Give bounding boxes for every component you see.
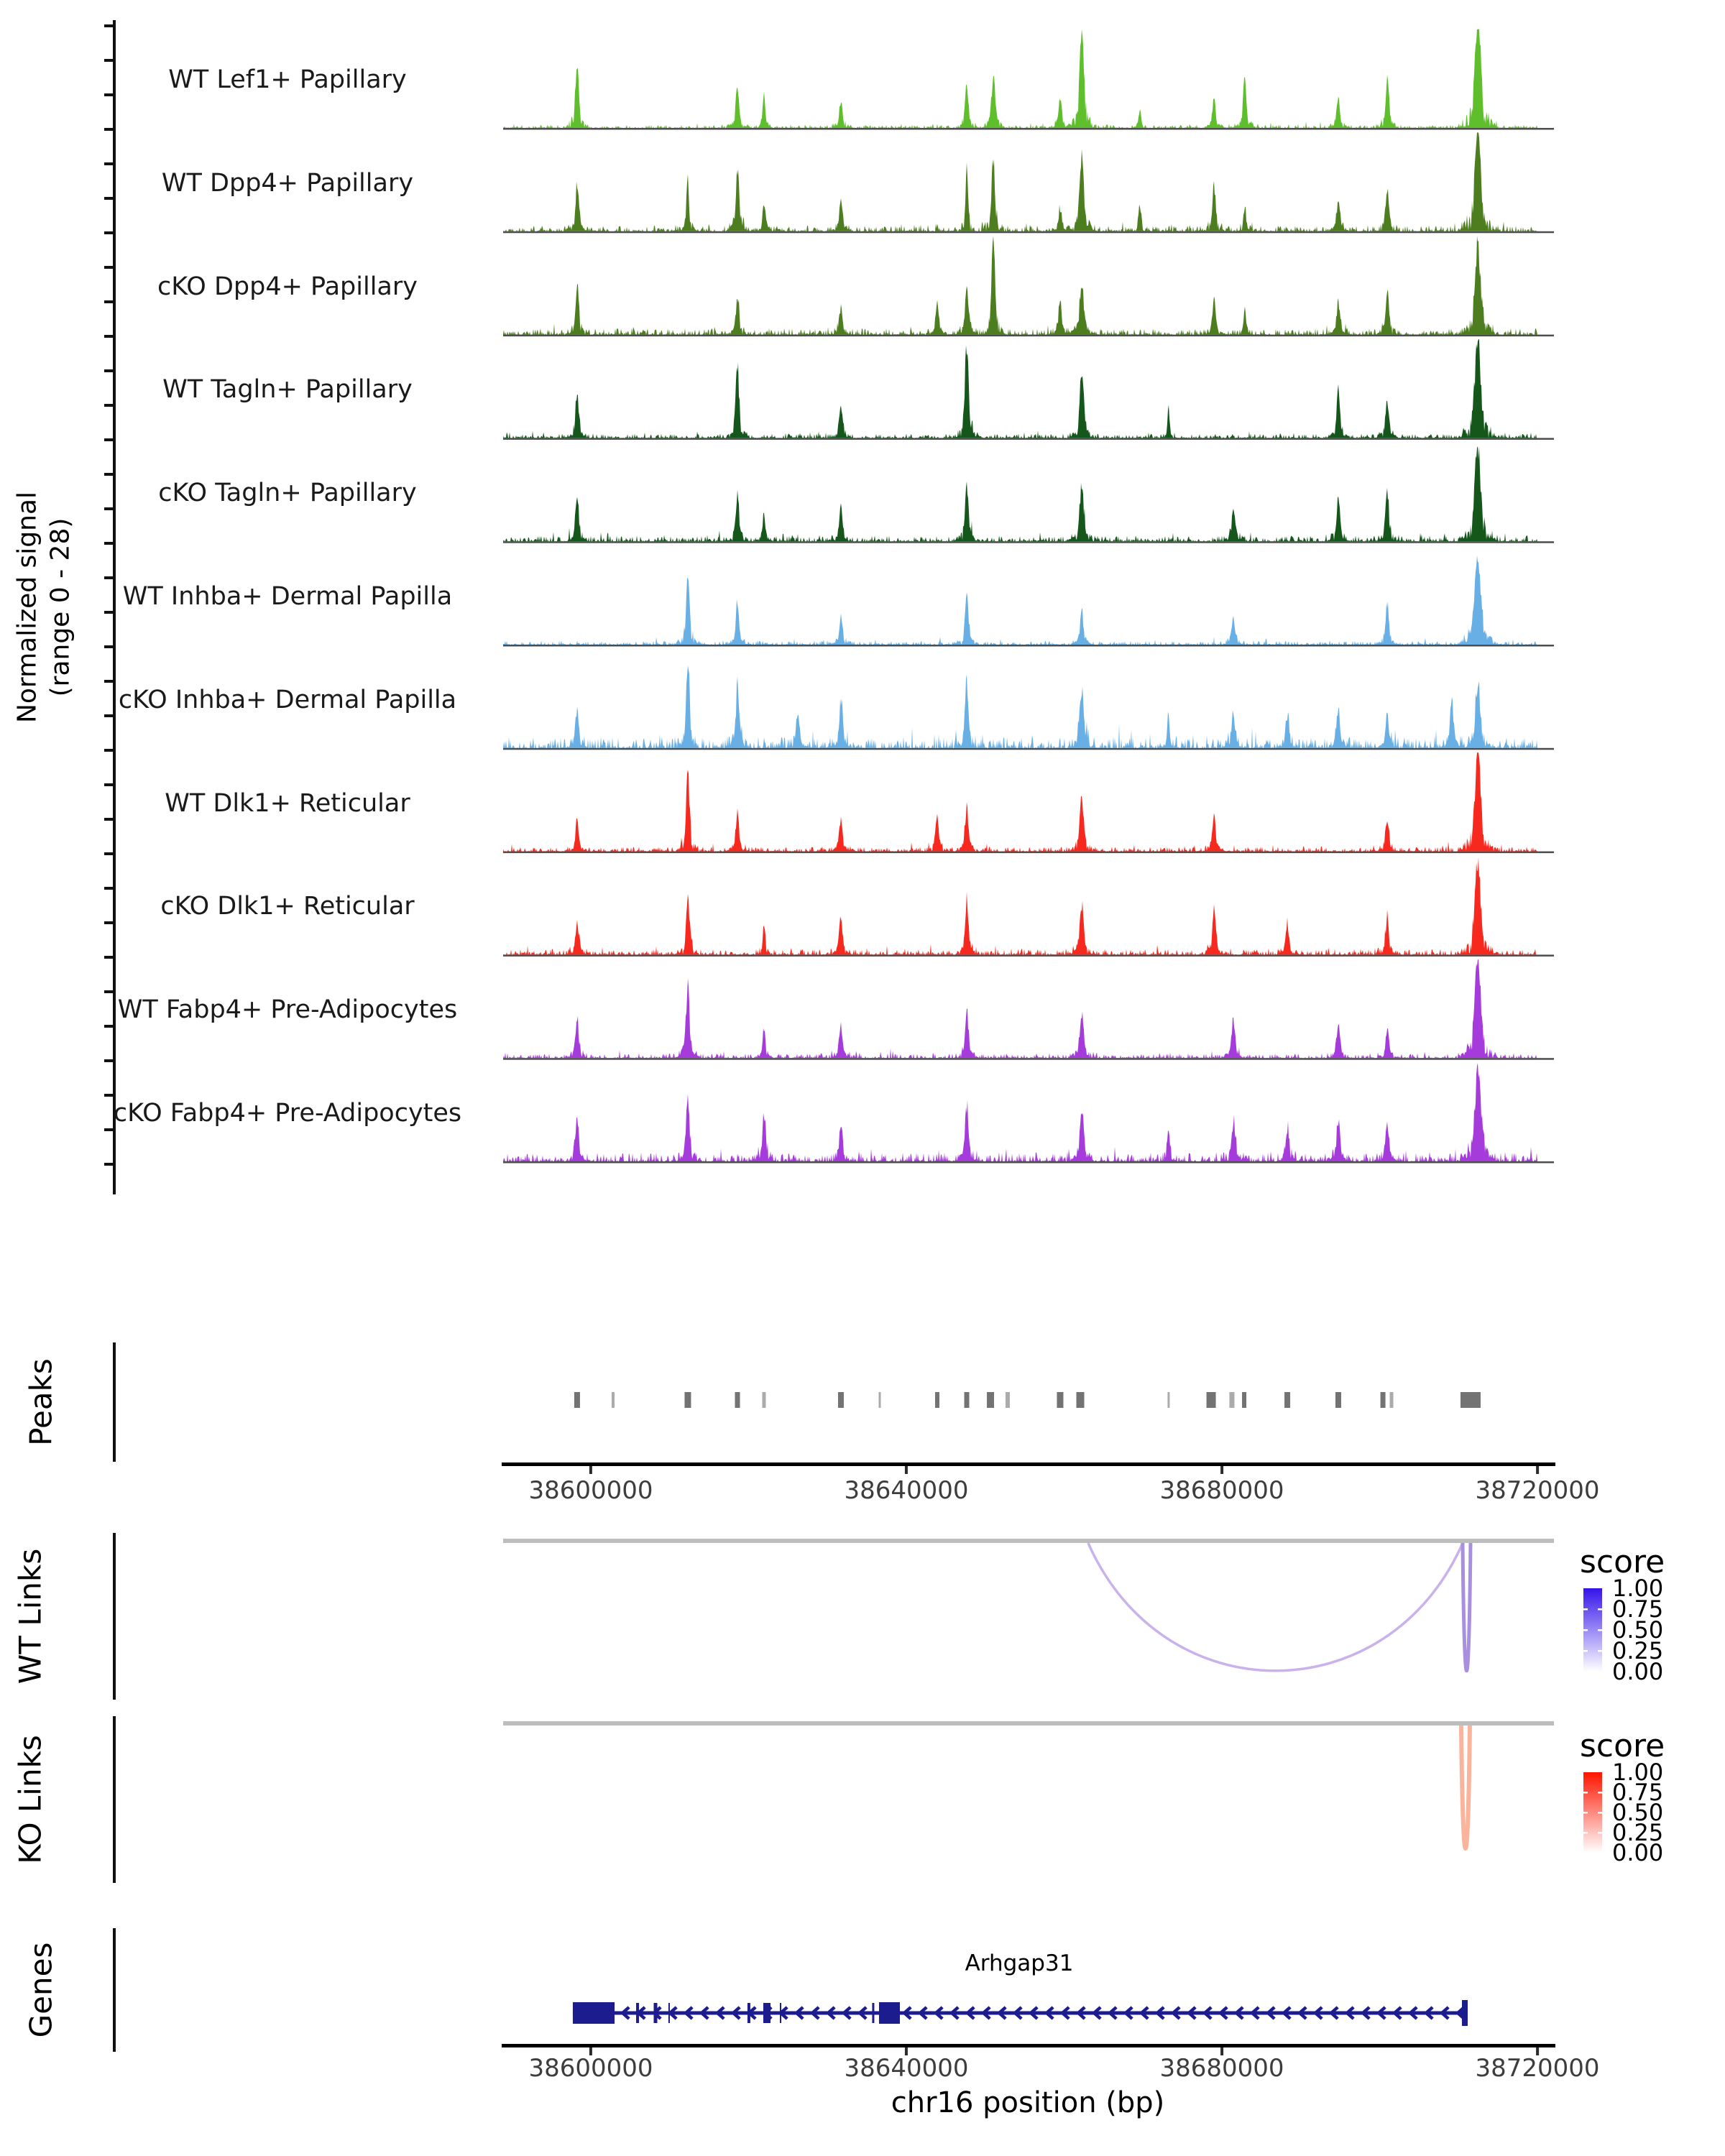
- peaks-panel-label: Peaks: [23, 1358, 59, 1446]
- wt-score-label-050: 0.50: [1612, 1616, 1664, 1644]
- ko-score-label-025: 0.25: [1612, 1819, 1664, 1846]
- track-label-wt-lef1: WT Lef1+ Papillary: [168, 65, 407, 94]
- wt-score-label-025: 0.25: [1612, 1637, 1664, 1664]
- track-label-cko-tagln: cKO Tagln+ Papillary: [158, 479, 417, 507]
- wt-links-panel-label: WT Links: [12, 1548, 48, 1685]
- gene-name-label: Arhgap31: [965, 1950, 1074, 1976]
- track-label-cko-fabp4: cKO Fabp4+ Pre-Adipocytes: [113, 1099, 462, 1128]
- wt-score-label-100: 1.00: [1612, 1575, 1664, 1602]
- x-tick-38600000-upper: 38600000: [528, 1476, 653, 1505]
- x-tick-38640000-lower: 38640000: [844, 2054, 969, 2083]
- y-axis-label-line2: (range 0 - 28): [45, 517, 75, 697]
- track-label-wt-tagln: WT Tagln+ Papillary: [162, 375, 413, 404]
- track-label-wt-dlk1: WT Dlk1+ Reticular: [165, 789, 410, 818]
- track-label-cko-dpp4: cKO Dpp4+ Papillary: [157, 272, 418, 301]
- wt-score-label-075: 0.75: [1612, 1595, 1664, 1623]
- track-label-cko-inhba: cKO Inhba+ Dermal Papilla: [118, 686, 457, 714]
- x-tick-38640000-upper: 38640000: [844, 1476, 969, 1505]
- track-label-wt-inhba: WT Inhba+ Dermal Papilla: [122, 582, 453, 611]
- wt-score-legend-title: score: [1580, 1544, 1665, 1580]
- ko-score-legend-title: score: [1580, 1728, 1665, 1764]
- ko-links-panel-label: KO Links: [12, 1735, 48, 1864]
- x-tick-38680000-upper: 38680000: [1159, 1476, 1284, 1505]
- ko-score-label-050: 0.50: [1612, 1799, 1664, 1826]
- x-tick-38720000-lower: 38720000: [1475, 2054, 1600, 2083]
- x-tick-38600000-lower: 38600000: [528, 2054, 653, 2083]
- y-axis-label-line1: Normalized signal: [12, 491, 42, 724]
- track-label-wt-fabp4: WT Fabp4+ Pre-Adipocytes: [117, 995, 458, 1024]
- track-label-wt-dpp4: WT Dpp4+ Papillary: [161, 169, 414, 198]
- ko-score-label-075: 0.75: [1612, 1779, 1664, 1806]
- ko-score-label-100: 1.00: [1612, 1759, 1664, 1786]
- x-axis-title: chr16 position (bp): [891, 2086, 1165, 2119]
- ko-score-label-000: 0.00: [1612, 1839, 1664, 1866]
- x-tick-38720000-upper: 38720000: [1475, 1476, 1600, 1505]
- wt-score-label-000: 0.00: [1612, 1658, 1664, 1685]
- genes-panel-label: Genes: [23, 1942, 59, 2038]
- track-label-cko-dlk1: cKO Dlk1+ Reticular: [160, 892, 415, 921]
- x-tick-38680000-lower: 38680000: [1159, 2054, 1284, 2083]
